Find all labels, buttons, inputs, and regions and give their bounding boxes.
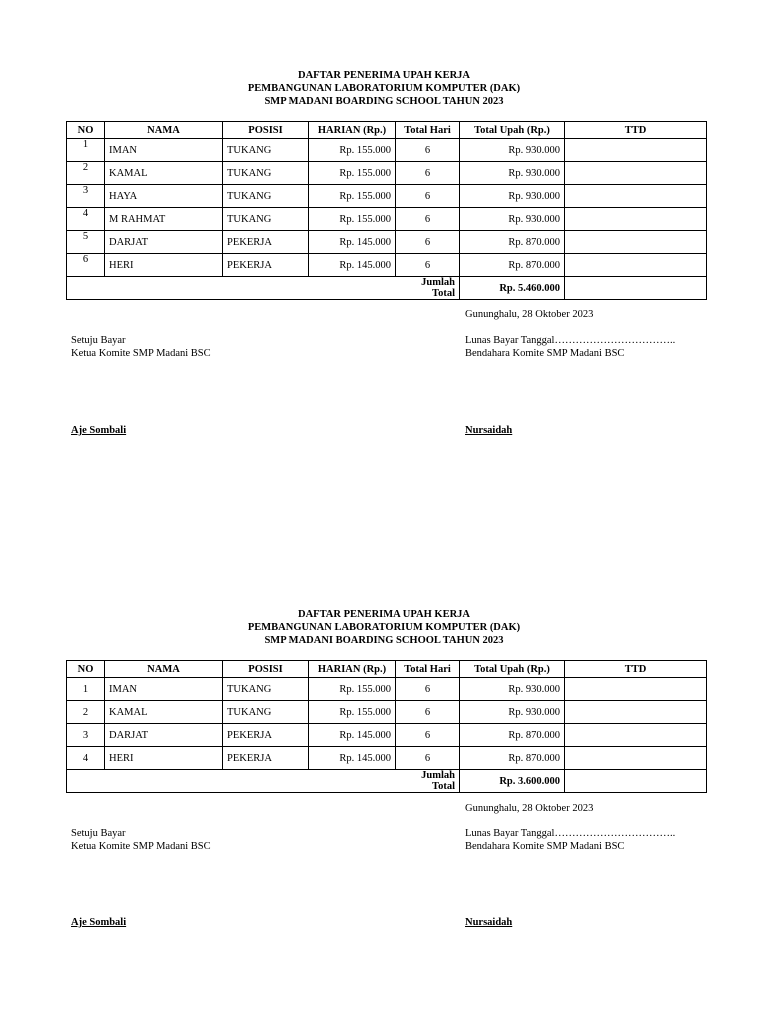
cell-harian: Rp. 145.000 <box>309 231 396 254</box>
cell-nama: M RAHMAT <box>105 208 223 231</box>
cell-posisi: TUKANG <box>223 139 309 162</box>
doc2-wage-table <box>66 660 707 793</box>
cell-ttd <box>565 231 707 254</box>
cell-hari: 6 <box>396 162 460 185</box>
cell-ttd <box>565 185 707 208</box>
cell-hari: 6 <box>396 208 460 231</box>
cell-nama: IMAN <box>105 139 223 162</box>
cell-hari: 6 <box>396 185 460 208</box>
doc1-wage-table <box>66 121 707 300</box>
cell-no: 3 <box>67 185 105 208</box>
doc2-treasurer-role: Bendahara Komite SMP Madani BSC <box>465 841 625 852</box>
cell-posisi: PEKERJA <box>223 254 309 277</box>
header-posisi: POSISI <box>223 661 309 678</box>
cell-upah: Rp. 930.000 <box>460 139 565 162</box>
table-row <box>67 231 707 254</box>
table-row <box>67 139 707 162</box>
cell-ttd <box>565 701 707 724</box>
header-harian: HARIAN (Rp.) <box>309 122 396 139</box>
table-header-row <box>67 661 707 678</box>
cell-harian: Rp. 155.000 <box>309 208 396 231</box>
cell-harian: Rp. 145.000 <box>309 724 396 747</box>
cell-harian: Rp. 155.000 <box>309 701 396 724</box>
total-spacer <box>67 770 396 793</box>
table-row <box>67 747 707 770</box>
cell-hari: 6 <box>396 701 460 724</box>
total-ttd <box>565 770 707 793</box>
table-row <box>67 162 707 185</box>
cell-upah: Rp. 870.000 <box>460 747 565 770</box>
cell-harian: Rp. 145.000 <box>309 254 396 277</box>
total-row <box>67 277 707 300</box>
cell-ttd <box>565 254 707 277</box>
cell-ttd <box>565 724 707 747</box>
doc1-date: Gununghalu, 28 Oktober 2023 <box>465 309 594 320</box>
header-total-hari: Total Hari <box>396 122 460 139</box>
cell-nama: HERI <box>105 747 223 770</box>
total-value: Rp. 5.460.000 <box>460 277 565 300</box>
cell-no: 1 <box>67 678 105 701</box>
cell-ttd <box>565 162 707 185</box>
cell-posisi: TUKANG <box>223 162 309 185</box>
cell-nama: HERI <box>105 254 223 277</box>
cell-harian: Rp. 155.000 <box>309 139 396 162</box>
cell-upah: Rp. 930.000 <box>460 162 565 185</box>
total-label: Jumlah Total <box>396 770 460 793</box>
doc1-left-signer: Aje Sombali <box>71 425 127 436</box>
doc2-title-line2: PEMBANGUNAN LABORATORIUM KOMPUTER (DAK) <box>247 622 521 633</box>
cell-harian: Rp. 155.000 <box>309 185 396 208</box>
table-row <box>67 678 707 701</box>
doc2-left-signer: Aje Sombali <box>71 917 127 928</box>
total-spacer <box>67 277 396 300</box>
cell-harian: Rp. 145.000 <box>309 747 396 770</box>
doc1-title <box>0 69 768 108</box>
header-no: NO <box>67 661 105 678</box>
cell-upah: Rp. 870.000 <box>460 231 565 254</box>
header-posisi: POSISI <box>223 122 309 139</box>
table-row <box>67 185 707 208</box>
doc2-title-line1: DAFTAR PENERIMA UPAH KERJA <box>298 609 470 620</box>
cell-hari: 6 <box>396 724 460 747</box>
cell-upah: Rp. 870.000 <box>460 254 565 277</box>
doc2-paid-date-label: Lunas Bayar Tanggal…………………………….. <box>465 828 676 839</box>
header-total-upah: Total Upah (Rp.) <box>460 661 565 678</box>
cell-posisi: PEKERJA <box>223 724 309 747</box>
cell-upah: Rp. 870.000 <box>460 724 565 747</box>
header-ttd: TTD <box>565 122 707 139</box>
cell-ttd <box>565 678 707 701</box>
cell-no: 5 <box>67 231 105 254</box>
header-total-hari: Total Hari <box>396 661 460 678</box>
total-ttd <box>565 277 707 300</box>
doc2-right-signer: Nursaidah <box>465 917 513 928</box>
header-nama: NAMA <box>105 661 223 678</box>
header-nama: NAMA <box>105 122 223 139</box>
table-row <box>67 724 707 747</box>
header-ttd: TTD <box>565 661 707 678</box>
cell-nama: DARJAT <box>105 231 223 254</box>
cell-ttd <box>565 139 707 162</box>
cell-nama: KAMAL <box>105 701 223 724</box>
cell-no: 2 <box>67 701 105 724</box>
cell-upah: Rp. 930.000 <box>460 701 565 724</box>
doc1-paid-date-label: Lunas Bayar Tanggal…………………………….. <box>465 335 676 346</box>
cell-harian: Rp. 155.000 <box>309 678 396 701</box>
cell-hari: 6 <box>396 254 460 277</box>
cell-no: 3 <box>67 724 105 747</box>
header-no: NO <box>67 122 105 139</box>
doc2-approver-role: Ketua Komite SMP Madani BSC <box>71 841 211 852</box>
total-label: Jumlah Total <box>396 277 460 300</box>
cell-no: 2 <box>67 162 105 185</box>
cell-posisi: TUKANG <box>223 678 309 701</box>
cell-nama: DARJAT <box>105 724 223 747</box>
cell-hari: 6 <box>396 139 460 162</box>
cell-ttd <box>565 747 707 770</box>
cell-posisi: PEKERJA <box>223 747 309 770</box>
header-harian: HARIAN (Rp.) <box>309 661 396 678</box>
doc1-title-line1: DAFTAR PENERIMA UPAH KERJA <box>298 70 470 81</box>
cell-hari: 6 <box>396 678 460 701</box>
cell-posisi: PEKERJA <box>223 231 309 254</box>
cell-nama: KAMAL <box>105 162 223 185</box>
doc2-title-line3: SMP MADANI BOARDING SCHOOL TAHUN 2023 <box>264 635 504 646</box>
doc1-treasurer-role: Bendahara Komite SMP Madani BSC <box>465 348 625 359</box>
doc1-approve-label: Setuju Bayar <box>71 335 126 346</box>
total-row <box>67 770 707 793</box>
cell-no: 4 <box>67 747 105 770</box>
table-header-row <box>67 122 707 139</box>
cell-hari: 6 <box>396 747 460 770</box>
doc2-title <box>0 608 768 647</box>
cell-posisi: TUKANG <box>223 185 309 208</box>
header-total-upah: Total Upah (Rp.) <box>460 122 565 139</box>
cell-posisi: TUKANG <box>223 701 309 724</box>
cell-hari: 6 <box>396 231 460 254</box>
doc1-approver-role: Ketua Komite SMP Madani BSC <box>71 348 211 359</box>
cell-no: 6 <box>67 254 105 277</box>
total-value: Rp. 3.600.000 <box>460 770 565 793</box>
cell-posisi: TUKANG <box>223 208 309 231</box>
doc2-date: Gununghalu, 28 Oktober 2023 <box>465 803 594 814</box>
table-row <box>67 208 707 231</box>
doc2-approve-label: Setuju Bayar <box>71 828 126 839</box>
cell-nama: IMAN <box>105 678 223 701</box>
cell-upah: Rp. 930.000 <box>460 208 565 231</box>
cell-no: 4 <box>67 208 105 231</box>
doc1-title-line2: PEMBANGUNAN LABORATORIUM KOMPUTER (DAK) <box>247 83 521 94</box>
cell-nama: HAYA <box>105 185 223 208</box>
cell-harian: Rp. 155.000 <box>309 162 396 185</box>
cell-no: 1 <box>67 139 105 162</box>
doc1-right-signer: Nursaidah <box>465 425 513 436</box>
cell-upah: Rp. 930.000 <box>460 678 565 701</box>
cell-upah: Rp. 930.000 <box>460 185 565 208</box>
cell-ttd <box>565 208 707 231</box>
doc1-title-line3: SMP MADANI BOARDING SCHOOL TAHUN 2023 <box>264 96 504 107</box>
table-row <box>67 701 707 724</box>
table-row <box>67 254 707 277</box>
